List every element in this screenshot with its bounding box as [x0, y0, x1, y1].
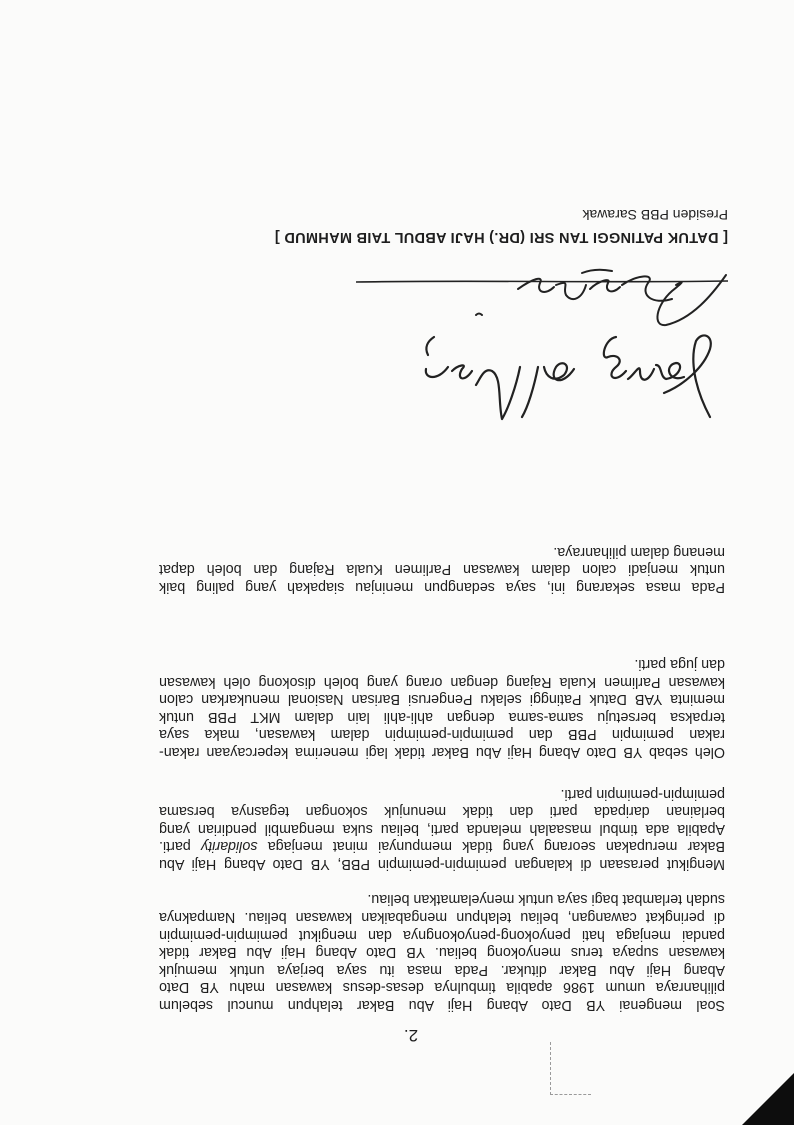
- paragraph-line: dan juga parti.: [634, 656, 725, 673]
- paragraph-line: Abang Haji Abu Bakar ditukar. Pada masa itu saya berjaya untuk memujuk: [159, 961, 725, 978]
- paragraph-line: Mengikut perasaan di kalangan pemimpin-pemimpin PBB, YB Dato Abang Haji Abu: [159, 856, 725, 872]
- paragraph-line: sudah terlambat bagi saya untuk menyelamatkan beliau.: [367, 891, 725, 908]
- paragraph-3: [159, 654, 725, 760]
- paragraph-line: rakan pemimpin PBB dan pemimpin-pemimpin dalam kawasan, maka saya: [159, 726, 725, 743]
- paragraph-line: berlainan daripada parti dan tidak menunjuk sokongan tegasnya bersama: [159, 803, 725, 820]
- paragraph-line: di peringkat cawangan, beliau telahpun mengabaikan kawasan beliau. Nampaknya: [159, 909, 725, 926]
- paragraph-line-with-italic: [159, 837, 725, 855]
- author-name: [ DATUK PATINGGI TAN SRI (DR.) HAJI ABDUL TAIB MAHMUD ]: [274, 229, 728, 245]
- paragraph-line: terpaksa bersetuju sama-sama dengan ahli-ahli lain dalam MKT PBB untuk: [159, 708, 725, 725]
- author-title: Presiden PBB Sarawak: [582, 207, 728, 223]
- paragraph-line: Oleh sebab YB Dato Abang Haji Abu Bakar tidak lagi menerima kepercayaan rakan-: [159, 744, 725, 760]
- paragraph-line: untuk menjadi calon dalam kawasan Parlimen Kuala Rajang dan boleh dapat: [159, 561, 725, 578]
- signature-line: [356, 279, 728, 283]
- paragraph-line: kawasan supaya terus menyokong beliau. YB Dato Abang Haji Abu Bakar tidak: [159, 944, 725, 961]
- author-signature: [412, 255, 732, 335]
- italic-term: solidarity: [201, 838, 258, 855]
- stamp-outline: [550, 1042, 591, 1095]
- paragraph-line: pilihanraya umum 1986 apabila timbulnya desas-desus kawasan mahu YB Dato: [159, 979, 725, 996]
- italic-prefix: Bakar merupakan seorang yang tidak mempunyai minat menjaga: [257, 838, 725, 855]
- paragraph-line: Apabila ada timbul masaalah melanda parti, beliau suka mengambil pendirian yang: [159, 820, 725, 837]
- paragraph-line: pemimpin-pemimpin parti.: [560, 785, 725, 802]
- paragraph-1: [159, 890, 725, 1013]
- italic-suffix: parti.: [159, 838, 202, 855]
- paragraph-line: Soal mengenai YB Dato Abang Haji Abu Bakar telahpun muncul sebelum: [159, 997, 725, 1013]
- paragraph-line: pandai menjaga hati penyokong-penyokongnya dan mengikut pemimpin-pemimpin: [159, 926, 725, 943]
- paragraph-line: kawasan Parlimen Kuala Rajang dengan orang yang boleh disokong oleh kawasan: [159, 673, 725, 690]
- page-number: 2.: [403, 1026, 419, 1045]
- paragraph-2: [159, 784, 725, 872]
- paragraph-line: Pada masa sekarang ini, saya sedangpun meninjau siapakah yang paling baik: [159, 579, 725, 595]
- closing-handwriting: [404, 327, 724, 437]
- scan-corner-shadow: [742, 1073, 794, 1125]
- paragraph-4: [159, 542, 725, 595]
- paragraph-line: menang dalam pilihanraya.: [553, 543, 725, 560]
- paragraph-line: meminta YAB Datuk Patinggi selaku Pengerusi Barisan Nasional menukarkan calon: [159, 691, 725, 708]
